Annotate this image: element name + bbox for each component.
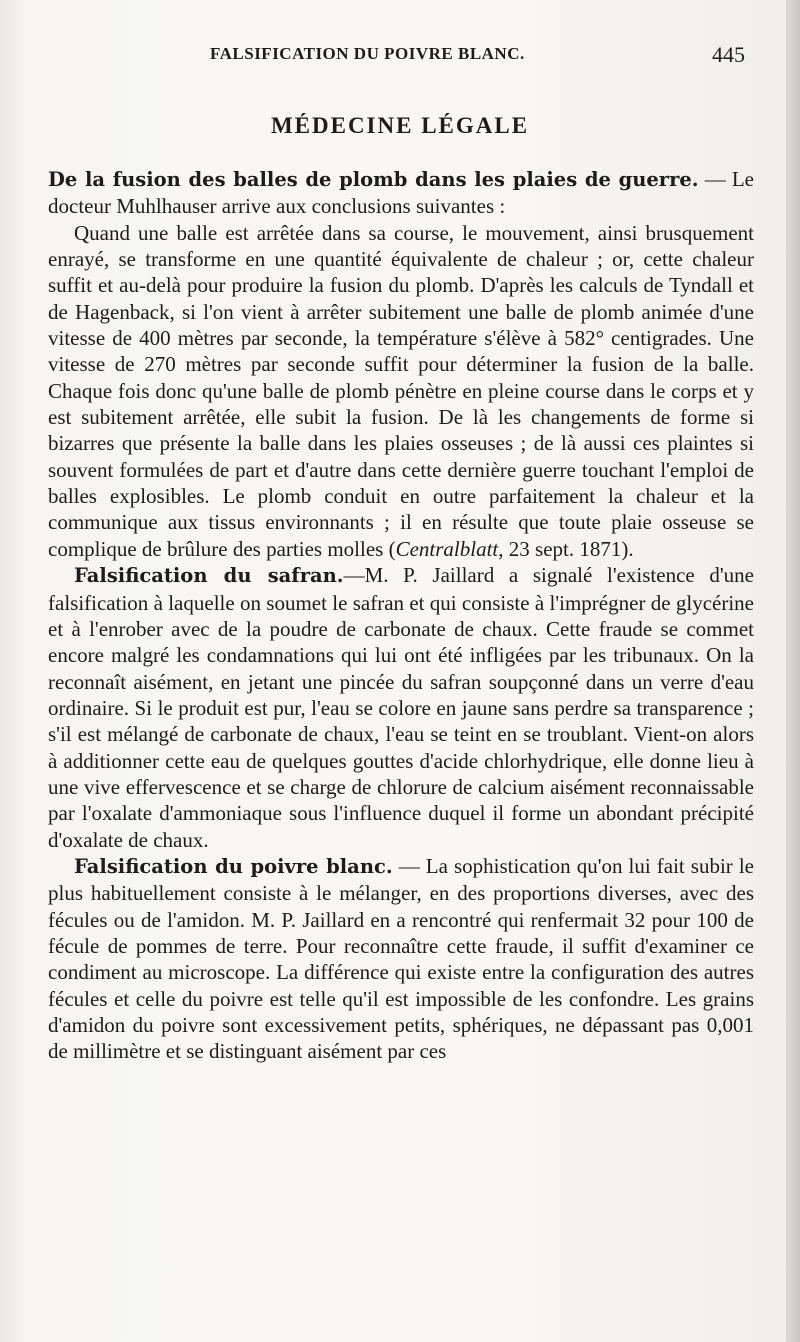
page-number: 445 (712, 42, 745, 67)
article-fusion-intro (48, 166, 754, 220)
article-safran (48, 562, 754, 853)
citation-source: Centralblatt (395, 536, 499, 561)
article-heading-fusion: De la fusion des balles de plomb dans les plaies de guerre. (48, 168, 699, 191)
article-poivre (48, 853, 754, 1065)
article-heading-safran: Falsification du safran. (74, 564, 344, 588)
article-fusion-body (48, 220, 754, 562)
safran-text: —M. P. Jaillard a signalé l'existence d'une falsification à laquelle on soumet le safran et qui consiste à l'imprégner de glycérine et à l'enrober avec de la poudre de carbonate de chaux. Cette fraude se commet encore malgré les condamnations qui lui ont été infligées par les tribunaux. On la reconnaît aisément, en jetant une pincée du safran soupçonné dans un verre d'eau ordinaire. Si le produit est pur, l'eau se colore en jaune sans perdre sa transparence ; s'il est mélangé de carbonate de chaux, l'eau se teint en se troublant. Vient-on alors à additionner cette eau de quelques gouttes d'acide chlorhydrique, elle donne lieu à une vive effervescence et se charge de chlorure de calcium aisément reconnaissable par l'oxalate d'ammoniaque sous l'influence duquel il forme un abondant précipité d'oxalate de chaux. (48, 563, 754, 852)
poivre-text: — La sophistication qu'on lui fait subir le plus habituellement consiste à le mélanger, en des proportions diverses, avec des fécules ou de l'amidon. M. P. Jaillard en a rencontré qui renfermait 32 pour 100 de fécule de pommes de terre. Pour reconnaître cette fraude, il suffit d'examiner ce condiment au microscope. La différence qui existe entre la configuration des autres fécules et celle du poivre est telle qu'il est impossible de les confondre. Les grains d'amidon du poivre sont excessivement petits, sphériques, ne dépassant pas 0,001 de millimètre et se distinguant aisément par ces (48, 853, 755, 1064)
page-gutter-shadow (786, 0, 800, 1342)
citation-date: , 23 sept. 1871). (498, 536, 634, 561)
fusion-text: Quand une balle est arrêtée dans sa course, le mouvement, ainsi brusquement enrayé, se transforme en une quantité équivalente de chaleur ; or, cette chaleur suffit et au-delà pour produire la fusion du plomb. D'après les calculs de Tyndall et de Hagenback, si l'on vient à arrêter subitement une balle de plomb animée d'une vitesse de 400 mètres par seconde, la température s'élève à 582° centigrades. Une vitesse de 270 mètres par seconde suffit pour déterminer la fusion de la balle. Chaque fois donc qu'une balle de plomb pénètre en pleine course dans le corps et y est subitement arrêtée, elle subit la fusion. De là les changements de forme si bizarres que présente la balle dans les plaies osseuses ; de là aussi ces plaintes si souvent formulées de part et d'autre dans cette dernière guerre touchant l'emploi de balles explosibles. Le plomb conduit en outre parfaitement la chaleur et la communique aux tissus environnants ; il en résulte que toute plaie osseuse se complique de brûlure des parties molles ( (48, 220, 754, 561)
article-heading-poivre: Falsification du poivre blanc. (74, 854, 393, 878)
section-title: MÉDECINE LÉGALE (270, 113, 530, 138)
running-title: FALSIFICATION DU POIVRE BLANC. (210, 44, 525, 63)
article-intro-fusion: — Le docteur Muhlhauser arrive aux conclusions suivantes : (48, 167, 754, 219)
article-body (48, 166, 754, 1065)
